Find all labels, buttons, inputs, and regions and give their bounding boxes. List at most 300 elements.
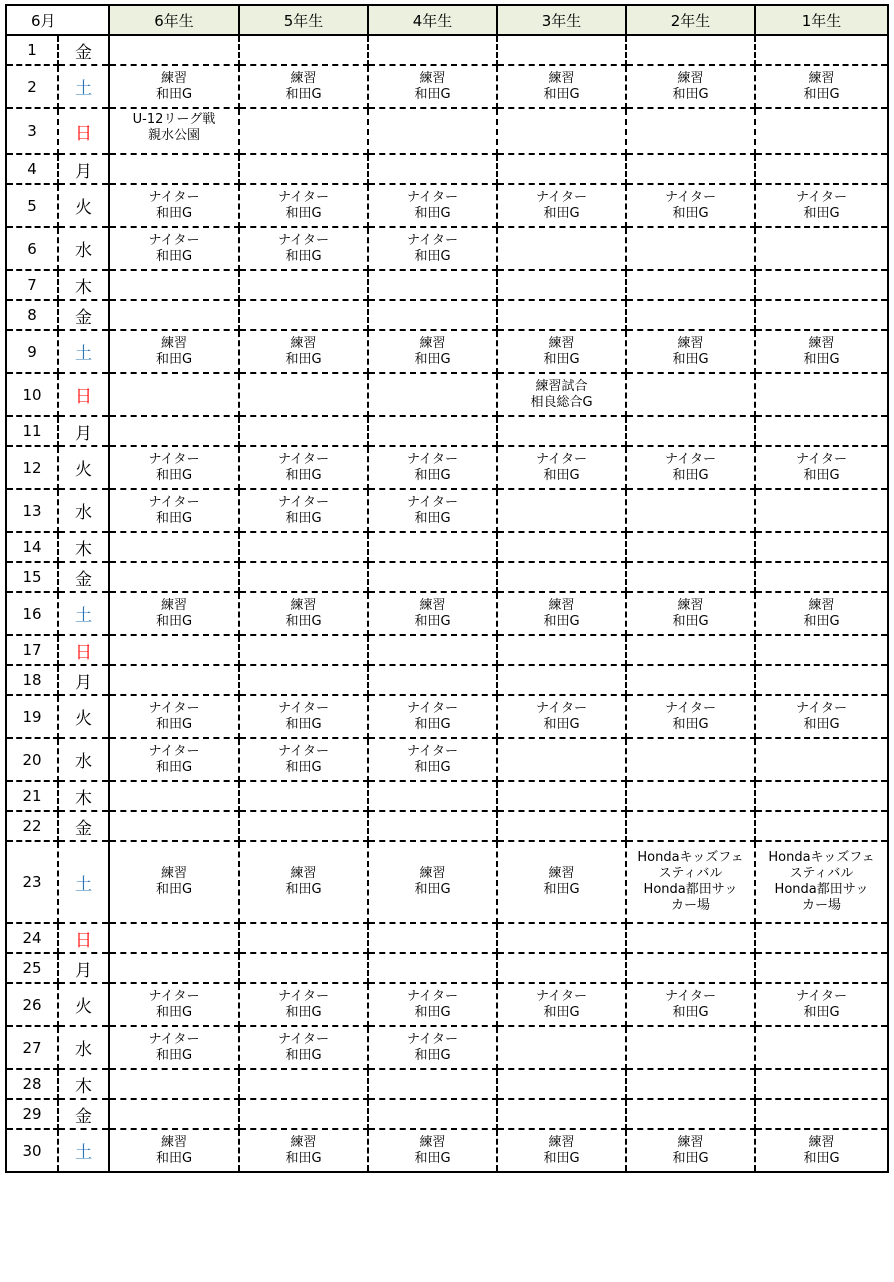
- schedule-cell: [497, 489, 626, 532]
- cell-line: ナイター: [277, 1031, 330, 1047]
- day-row: [6, 953, 888, 983]
- grade-header-5: 5年生: [239, 5, 368, 35]
- cell-line: 練習: [419, 597, 446, 613]
- weekday-label: 水: [58, 1026, 109, 1069]
- schedule-cell: [626, 841, 755, 923]
- schedule-cell: [368, 1026, 497, 1069]
- cell-line: 練習: [161, 866, 188, 881]
- schedule-cell: [626, 1099, 755, 1129]
- day-number: 19: [6, 695, 58, 738]
- weekday-label: 月: [58, 154, 109, 184]
- day-row: [6, 1069, 888, 1099]
- cell-line: U-12リーグ戦: [132, 112, 216, 127]
- cell-line: ナイター: [795, 451, 848, 467]
- day-number: 8: [6, 300, 58, 330]
- day-number: 15: [6, 562, 58, 592]
- schedule-cell: [497, 953, 626, 983]
- schedule-cell: [109, 1026, 239, 1069]
- schedule-cell: [109, 1099, 239, 1129]
- cell-line: 和田G: [155, 205, 193, 221]
- schedule-cell: [109, 300, 239, 330]
- grade-header-6: 6年生: [109, 5, 239, 35]
- cell-line: カー場: [802, 898, 842, 913]
- schedule-cell: [109, 695, 239, 738]
- weekday-label: 土: [58, 592, 109, 635]
- cell-line: 練習: [548, 70, 575, 86]
- schedule-cell: [109, 65, 239, 108]
- schedule-cell: [497, 35, 626, 65]
- cell-line: 和田G: [672, 613, 709, 629]
- cell-line: 練習: [808, 335, 835, 351]
- weekday-label: 月: [58, 416, 109, 446]
- cell-line: 練習: [548, 1134, 575, 1150]
- cell-line: Hondaキッズフェ: [768, 850, 875, 865]
- schedule-cell: [755, 738, 888, 781]
- cell-line: 相良総合G: [530, 394, 593, 410]
- weekday-label: 日: [58, 635, 109, 665]
- cell-line: 和田G: [414, 1004, 451, 1020]
- schedule-cell: [755, 35, 888, 65]
- schedule-cell: [368, 695, 497, 738]
- grade-header-1: 1年生: [755, 5, 888, 35]
- schedule-table: [5, 4, 889, 1173]
- schedule-cell: [497, 1026, 626, 1069]
- weekday-label: 木: [58, 781, 109, 811]
- weekday-label: 木: [58, 532, 109, 562]
- schedule-cell: [626, 695, 755, 738]
- day-number: 9: [6, 330, 58, 373]
- cell-line: 和田G: [414, 248, 451, 264]
- weekday-label: 土: [58, 1129, 109, 1172]
- cell-line: 和田G: [803, 1150, 840, 1166]
- cell-line: 和田G: [285, 510, 322, 526]
- cell-line: 練習: [808, 70, 835, 86]
- schedule-cell: [368, 532, 497, 562]
- day-number: 18: [6, 665, 58, 695]
- cell-line: 和田G: [672, 467, 709, 483]
- schedule-cell: [626, 811, 755, 841]
- cell-line: 和田G: [543, 205, 580, 221]
- schedule-cell: [239, 738, 368, 781]
- cell-line: ナイター: [664, 189, 717, 205]
- schedule-cell: [626, 330, 755, 373]
- cell-line: ナイター: [148, 189, 200, 205]
- cell-line: 和田G: [155, 510, 193, 526]
- day-number: 2: [6, 65, 58, 108]
- month-label: 6月: [6, 5, 109, 35]
- day-number: 12: [6, 446, 58, 489]
- day-number: 1: [6, 35, 58, 65]
- grade-header-4: 4年生: [368, 5, 497, 35]
- schedule-cell: [109, 953, 239, 983]
- grade-header-3: 3年生: [497, 5, 626, 35]
- schedule-cell: [368, 300, 497, 330]
- cell-line: 和田G: [543, 1004, 580, 1020]
- schedule-cell: [755, 562, 888, 592]
- day-row: [6, 227, 888, 270]
- cell-line: 和田G: [285, 351, 322, 367]
- weekday-label: 水: [58, 738, 109, 781]
- schedule-cell: [109, 1129, 239, 1172]
- schedule-cell: [239, 108, 368, 154]
- schedule-cell: [239, 983, 368, 1026]
- schedule-cell: [626, 1026, 755, 1069]
- schedule-cell: [109, 270, 239, 300]
- cell-line: 練習: [677, 335, 704, 351]
- schedule-cell: [497, 184, 626, 227]
- schedule-cell: [239, 635, 368, 665]
- day-number: 7: [6, 270, 58, 300]
- schedule-cell: [755, 1099, 888, 1129]
- cell-line: 練習: [290, 70, 317, 86]
- schedule-cell: [239, 841, 368, 923]
- cell-line: 和田G: [414, 467, 451, 483]
- schedule-cell: [497, 738, 626, 781]
- schedule-cell: [239, 1099, 368, 1129]
- schedule-cell: [755, 416, 888, 446]
- schedule-cell: [239, 330, 368, 373]
- schedule-cell: [626, 65, 755, 108]
- schedule-cell: [626, 665, 755, 695]
- day-row: [6, 35, 888, 65]
- schedule-cell: [368, 416, 497, 446]
- cell-line: ナイター: [406, 232, 459, 248]
- weekday-label: 日: [58, 923, 109, 953]
- schedule-cell: [497, 154, 626, 184]
- cell-line: Honda都田サッ: [774, 882, 869, 897]
- day-row: [6, 695, 888, 738]
- schedule-cell: [497, 227, 626, 270]
- schedule-cell: [109, 738, 239, 781]
- day-row: [6, 1129, 888, 1172]
- schedule-cell: [368, 446, 497, 489]
- cell-line: 和田G: [414, 716, 451, 732]
- schedule-cell: [109, 532, 239, 562]
- schedule-cell: [239, 562, 368, 592]
- weekday-label: 木: [58, 1069, 109, 1099]
- schedule-cell: [755, 489, 888, 532]
- schedule-cell: [497, 330, 626, 373]
- cell-line: 和田G: [803, 351, 840, 367]
- day-number: 23: [6, 841, 58, 923]
- cell-line: ナイター: [277, 451, 330, 467]
- schedule-cell: [368, 983, 497, 1026]
- cell-line: ナイター: [535, 451, 588, 467]
- schedule-cell: [497, 592, 626, 635]
- cell-line: 和田G: [414, 205, 451, 221]
- schedule-cell: [239, 923, 368, 953]
- cell-line: 和田G: [414, 1047, 451, 1063]
- cell-line: ナイター: [535, 988, 588, 1004]
- schedule-cell: [626, 270, 755, 300]
- cell-line: 和田G: [285, 1047, 322, 1063]
- schedule-cell: [497, 446, 626, 489]
- day-number: 27: [6, 1026, 58, 1069]
- schedule-cell: [626, 154, 755, 184]
- schedule-cell: [755, 270, 888, 300]
- schedule-cell: [497, 65, 626, 108]
- cell-line: ナイター: [277, 494, 330, 510]
- cell-line: スティバル: [658, 866, 723, 881]
- weekday-label: 土: [58, 841, 109, 923]
- cell-line: 練習: [548, 335, 575, 351]
- day-number: 29: [6, 1099, 58, 1129]
- day-row: [6, 330, 888, 373]
- schedule-cell: [626, 489, 755, 532]
- cell-line: 和田G: [543, 351, 580, 367]
- day-row: [6, 1099, 888, 1129]
- cell-line: ナイター: [406, 700, 459, 716]
- schedule-cell: [755, 373, 888, 416]
- schedule-cell: [497, 416, 626, 446]
- cell-line: 親水公園: [148, 128, 201, 143]
- cell-line: ナイター: [406, 494, 459, 510]
- schedule-cell: [368, 184, 497, 227]
- schedule-cell: [368, 227, 497, 270]
- schedule-cell: [497, 373, 626, 416]
- schedule-cell: [497, 1069, 626, 1099]
- day-row: [6, 184, 888, 227]
- schedule-cell: [497, 923, 626, 953]
- cell-line: 練習: [161, 70, 188, 86]
- cell-line: ナイター: [277, 232, 330, 248]
- cell-line: 練習: [548, 597, 575, 613]
- schedule-cell: [368, 953, 497, 983]
- weekday-label: 金: [58, 562, 109, 592]
- cell-line: ナイター: [148, 232, 200, 248]
- cell-line: ナイター: [277, 988, 330, 1004]
- day-row: [6, 983, 888, 1026]
- cell-line: ナイター: [795, 189, 848, 205]
- cell-line: 和田G: [155, 86, 193, 102]
- cell-line: 和田G: [803, 716, 840, 732]
- schedule-cell: [497, 270, 626, 300]
- cell-line: 練習: [677, 1134, 704, 1150]
- day-number: 11: [6, 416, 58, 446]
- schedule-cell: [755, 1129, 888, 1172]
- cell-line: 和田G: [155, 759, 193, 775]
- schedule-cell: [368, 1129, 497, 1172]
- schedule-cell: [239, 489, 368, 532]
- cell-line: 和田G: [414, 86, 451, 102]
- schedule-cell: [626, 983, 755, 1026]
- cell-line: 和田G: [803, 467, 840, 483]
- cell-line: 練習: [677, 597, 704, 613]
- schedule-cell: [497, 108, 626, 154]
- schedule-cell: [626, 923, 755, 953]
- schedule-cell: [109, 108, 239, 154]
- cell-line: 練習: [677, 70, 704, 86]
- weekday-label: 金: [58, 1099, 109, 1129]
- cell-line: 和田G: [672, 1004, 709, 1020]
- schedule-cell: [239, 1129, 368, 1172]
- cell-line: 和田G: [155, 1004, 193, 1020]
- cell-line: 練習: [161, 597, 188, 613]
- schedule-cell: [755, 1069, 888, 1099]
- day-row: [6, 665, 888, 695]
- schedule-cell: [239, 35, 368, 65]
- cell-line: ナイター: [148, 988, 200, 1004]
- schedule-cell: [239, 665, 368, 695]
- schedule-cell: [239, 532, 368, 562]
- cell-line: 和田G: [543, 716, 580, 732]
- schedule-cell: [368, 562, 497, 592]
- cell-line: 和田G: [543, 613, 580, 629]
- day-number: 10: [6, 373, 58, 416]
- cell-line: 和田G: [285, 205, 322, 221]
- day-number: 20: [6, 738, 58, 781]
- schedule-cell: [109, 416, 239, 446]
- cell-line: 和田G: [543, 882, 580, 897]
- day-number: 3: [6, 108, 58, 154]
- cell-line: 和田G: [155, 613, 193, 629]
- schedule-cell: [239, 811, 368, 841]
- day-row: [6, 373, 888, 416]
- schedule-cell: [109, 35, 239, 65]
- schedule-cell: [368, 781, 497, 811]
- cell-line: 練習: [290, 335, 317, 351]
- schedule-cell: [109, 923, 239, 953]
- cell-line: 和田G: [285, 759, 322, 775]
- schedule-cell: [755, 330, 888, 373]
- cell-line: 練習: [161, 1134, 188, 1150]
- weekday-label: 日: [58, 108, 109, 154]
- cell-line: 練習: [161, 335, 188, 351]
- weekday-label: 金: [58, 35, 109, 65]
- schedule-cell: [109, 1069, 239, 1099]
- schedule-cell: [368, 108, 497, 154]
- schedule-cell: [109, 635, 239, 665]
- day-row: [6, 562, 888, 592]
- cell-line: 和田G: [285, 1150, 322, 1166]
- schedule-cell: [109, 811, 239, 841]
- schedule-cell: [109, 562, 239, 592]
- day-number: 14: [6, 532, 58, 562]
- schedule-cell: [239, 592, 368, 635]
- schedule-cell: [755, 446, 888, 489]
- day-row: [6, 65, 888, 108]
- schedule-cell: [368, 841, 497, 923]
- schedule-cell: [497, 635, 626, 665]
- schedule-cell: [239, 1069, 368, 1099]
- schedule-cell: [497, 1099, 626, 1129]
- schedule-cell: [755, 1026, 888, 1069]
- cell-line: Honda都田サッ: [643, 882, 738, 897]
- cell-line: 和田G: [672, 716, 709, 732]
- schedule-cell: [109, 841, 239, 923]
- cell-line: 和田G: [285, 716, 322, 732]
- cell-line: 和田G: [155, 467, 193, 483]
- cell-line: 和田G: [414, 882, 451, 897]
- cell-line: 練習: [419, 1134, 446, 1150]
- cell-line: 練習: [290, 866, 317, 881]
- schedule-cell: [626, 953, 755, 983]
- schedule-cell: [755, 65, 888, 108]
- cell-line: 和田G: [803, 1004, 840, 1020]
- schedule-cell: [755, 983, 888, 1026]
- schedule-cell: [755, 227, 888, 270]
- cell-line: 和田G: [803, 613, 840, 629]
- cell-line: 和田G: [414, 1150, 451, 1166]
- cell-line: 和田G: [543, 467, 580, 483]
- schedule-cell: [368, 65, 497, 108]
- cell-line: 和田G: [414, 613, 451, 629]
- cell-line: ナイター: [277, 743, 330, 759]
- schedule-cell: [626, 1069, 755, 1099]
- day-row: [6, 738, 888, 781]
- schedule-cell: [368, 270, 497, 300]
- header-row: [6, 5, 888, 35]
- day-row: [6, 635, 888, 665]
- cell-line: ナイター: [148, 451, 200, 467]
- cell-line: 和田G: [155, 716, 193, 732]
- schedule-cell: [239, 184, 368, 227]
- day-number: 13: [6, 489, 58, 532]
- day-number: 26: [6, 983, 58, 1026]
- schedule-cell: [368, 35, 497, 65]
- schedule-cell: [497, 811, 626, 841]
- schedule-cell: [497, 665, 626, 695]
- schedule-cell: [497, 300, 626, 330]
- schedule-cell: [368, 330, 497, 373]
- weekday-label: 火: [58, 695, 109, 738]
- weekday-label: 月: [58, 665, 109, 695]
- schedule-cell: [626, 227, 755, 270]
- schedule-cell: [109, 184, 239, 227]
- schedule-cell: [109, 665, 239, 695]
- weekday-label: 日: [58, 373, 109, 416]
- cell-line: 練習: [290, 597, 317, 613]
- day-number: 30: [6, 1129, 58, 1172]
- cell-line: ナイター: [795, 700, 848, 716]
- day-row: [6, 592, 888, 635]
- cell-line: 和田G: [285, 882, 322, 897]
- schedule-cell: [626, 300, 755, 330]
- cell-line: ナイター: [406, 1031, 459, 1047]
- schedule-cell: [239, 227, 368, 270]
- cell-line: 和田G: [543, 1150, 580, 1166]
- cell-line: 練習: [290, 1134, 317, 1150]
- cell-line: ナイター: [148, 1031, 200, 1047]
- cell-line: ナイター: [535, 700, 588, 716]
- day-row: [6, 1026, 888, 1069]
- cell-line: ナイター: [664, 988, 717, 1004]
- day-row: [6, 489, 888, 532]
- cell-line: 和田G: [672, 351, 709, 367]
- schedule-cell: [239, 270, 368, 300]
- schedule-cell: [626, 635, 755, 665]
- day-number: 28: [6, 1069, 58, 1099]
- cell-line: カー場: [671, 898, 711, 913]
- schedule-cell: [755, 665, 888, 695]
- weekday-label: 火: [58, 983, 109, 1026]
- cell-line: 和田G: [803, 205, 840, 221]
- schedule-cell: [239, 65, 368, 108]
- weekday-label: 水: [58, 489, 109, 532]
- schedule-cell: [239, 695, 368, 738]
- cell-line: 練習試合: [535, 378, 588, 394]
- day-number: 4: [6, 154, 58, 184]
- cell-line: ナイター: [535, 189, 588, 205]
- schedule-cell: [755, 695, 888, 738]
- day-row: [6, 781, 888, 811]
- cell-line: 練習: [419, 335, 446, 351]
- schedule-cell: [626, 108, 755, 154]
- schedule-cell: [755, 532, 888, 562]
- schedule-cell: [755, 841, 888, 923]
- cell-line: ナイター: [148, 494, 200, 510]
- day-row: [6, 270, 888, 300]
